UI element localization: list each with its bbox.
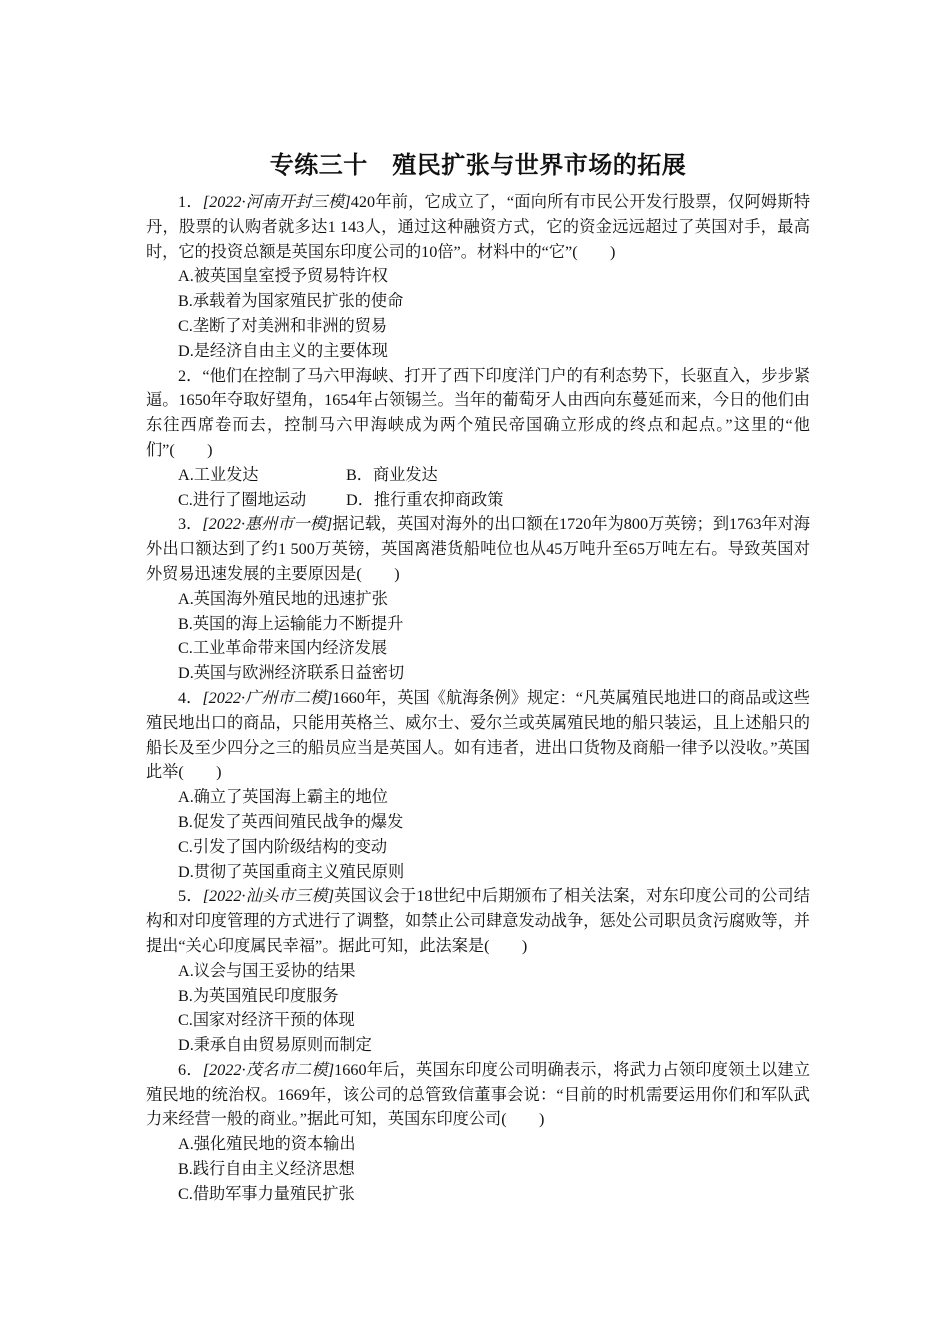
option-c: C.工业革命带来国内经济发展 bbox=[178, 639, 388, 658]
question-text: 420年前，它成立了，“面向所有市民公开发行股票，仅阿姆斯特丹，股票的认购者就多达1 143人，通过这种融资方式，它的资金远远超过了英国对手，最高时，它的投资总额是英国东印度公司的10倍”。材料中的“它”( ) bbox=[146, 193, 811, 261]
question-number: 4． bbox=[178, 688, 203, 707]
question-6 bbox=[146, 1058, 810, 1207]
option-b: B.践行自由主义经济思想 bbox=[178, 1160, 355, 1179]
option-c: C.借助军事力量殖民扩张 bbox=[178, 1184, 355, 1203]
option-a: A.英国海外殖民地的迅速扩张 bbox=[178, 589, 388, 608]
option-c: C.国家对经济干预的体现 bbox=[178, 1011, 355, 1030]
question-stem bbox=[146, 1058, 810, 1132]
question-source: [2022·汕头市三模] bbox=[202, 887, 335, 906]
question-stem bbox=[146, 686, 810, 785]
option-d: D.贯彻了英国重商主义殖民原则 bbox=[178, 862, 405, 881]
question-source: [2022·茂名市二模] bbox=[202, 1060, 335, 1079]
options-row bbox=[178, 488, 810, 513]
question-text: 英国议会于18世纪中后期颁布了相关法案，对东印度公司的公司结构和对印度管理的方式进行了调整，如禁止公司肆意发动战争，惩处公司职员贪污腐败等，并提出“关心印度属民幸福”。据此可知，此法案是( ) bbox=[146, 887, 810, 955]
question-1 bbox=[146, 190, 810, 364]
option-c: C.进行了圈地运动 bbox=[178, 490, 307, 509]
question-stem bbox=[146, 884, 810, 958]
question-source: [2022·惠州市一模] bbox=[202, 515, 333, 534]
question-stem bbox=[146, 512, 810, 586]
option-d: D．推行重农抑商政策 bbox=[346, 490, 504, 509]
question-number: 2． bbox=[178, 366, 203, 385]
question-stem bbox=[146, 190, 810, 264]
question-number: 1． bbox=[178, 193, 203, 211]
option-a: A.工业发达 bbox=[178, 465, 259, 484]
option-b: B.促发了英西间殖民战争的爆发 bbox=[178, 812, 404, 831]
option-b: B.为英国殖民印度服务 bbox=[178, 986, 339, 1005]
option-c: C.引发了国内阶级结构的变动 bbox=[178, 837, 388, 856]
options-row bbox=[178, 463, 810, 488]
option-d: D.是经济自由主义的主要体现 bbox=[178, 341, 388, 360]
option-d: D.英国与欧洲经济联系日益密切 bbox=[178, 664, 405, 683]
question-stem bbox=[146, 364, 810, 463]
question-source: [2022·广州市二模] bbox=[202, 688, 333, 707]
page-title: 专练三十 殖民扩张与世界市场的拓展 bbox=[269, 153, 687, 179]
question-2 bbox=[146, 364, 810, 513]
option-c: C.垄断了对美洲和非洲的贸易 bbox=[178, 316, 388, 335]
question-text: 据记载，英国对海外的出口额在1720年为800万英镑；到1763年对海外出口额达到了约1 500万英镑，英国离港货船吨位也从45万吨升至65万吨左右。导致英国对外贸易迅速发展的主要原因是( ) bbox=[146, 515, 810, 583]
option-b: B.承载着为国家殖民扩张的使命 bbox=[178, 292, 404, 311]
option-a: A.确立了英国海上霸主的地位 bbox=[178, 788, 388, 807]
question-number: 6． bbox=[178, 1060, 203, 1079]
option-a: A.议会与国王妥协的结果 bbox=[178, 961, 356, 980]
question-4 bbox=[146, 686, 810, 884]
question-text: 1660年，英国《航海条例》规定：“凡英属殖民地进口的商品或这些殖民地出口的商品，只能用英格兰、威尔士、爱尔兰或英属殖民地的船只装运，且上述船只的船长及至少四分之三的船员应当是英国人。如有违者，进出口货物及商船一律予以没收。”英国此举( ) bbox=[146, 688, 810, 782]
option-b: B.英国的海上运输能力不断提升 bbox=[178, 614, 404, 633]
question-text: “他们在控制了马六甲海峡、打开了西下印度洋门户的有利态势下，长驱直入，步步紧逼。1650年夺取好望角，1654年占领锡兰。当年的葡萄牙人由西向东蔓延而来，今日的他们由东往西席卷而去，控制马六甲海峡成为两个殖民帝国确立形成的终点和起点。”这里的“他们”( ) bbox=[146, 366, 811, 459]
option-b: B．商业发达 bbox=[346, 465, 438, 484]
question-number: 5． bbox=[178, 887, 203, 906]
question-source: [2022·河南开封三模] bbox=[202, 193, 351, 211]
question-3 bbox=[146, 512, 810, 686]
option-a: A.强化殖民地的资本输出 bbox=[178, 1135, 356, 1154]
question-5 bbox=[146, 884, 810, 1058]
question-number: 3． bbox=[178, 515, 203, 534]
option-a: A.被英国皇室授予贸易特许权 bbox=[178, 267, 388, 286]
option-d: D.秉承自由贸易原则而制定 bbox=[178, 1036, 372, 1055]
question-text: 1660年后，英国东印度公司明确表示，将武力占领印度领土以建立殖民地的统治权。1669年，该公司的总管致信董事会说：“目前的时机需要运用你们和军队武力来经营一般的商业。”据此可知，英国东印度公司( ) bbox=[146, 1060, 811, 1129]
